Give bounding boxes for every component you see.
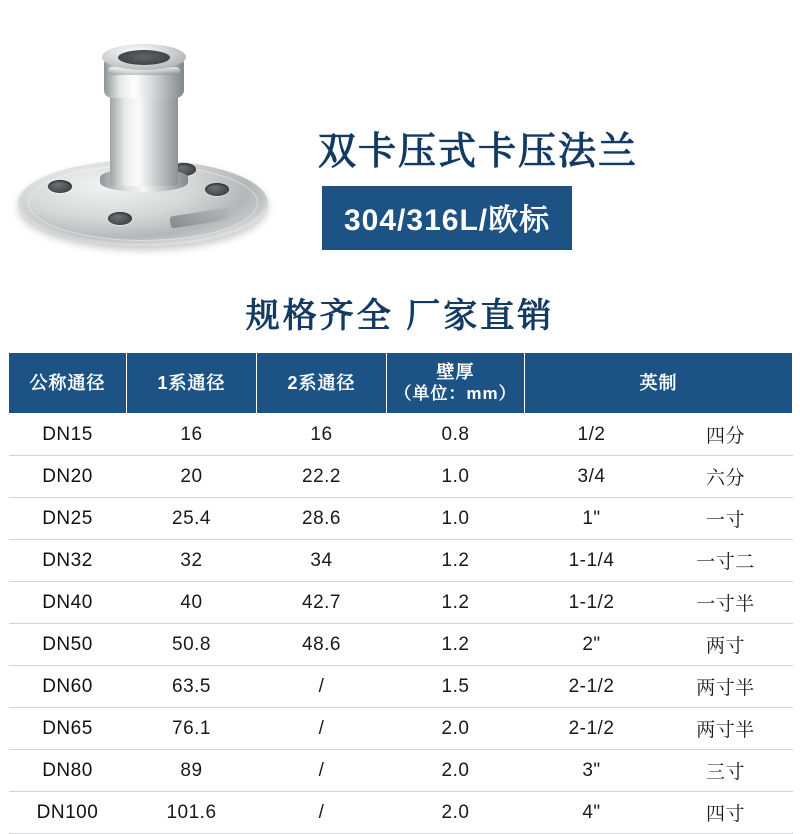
- cell-series2-diameter: 22.2: [257, 456, 387, 498]
- cell-wall-thickness: 1.2: [387, 540, 525, 582]
- wall-thickness-unit: （单位：mm）: [394, 383, 517, 403]
- cell-series2-diameter: /: [257, 708, 387, 750]
- column-header-nominal-diameter: 公称通径: [9, 353, 127, 414]
- marketing-subheading: 规格齐全 厂家直销: [245, 297, 555, 335]
- cell-series2-diameter: 48.6: [257, 624, 387, 666]
- cell-series1-diameter: 20: [127, 456, 257, 498]
- table-header: [9, 353, 793, 414]
- cell-series1-diameter: 25.4: [127, 498, 257, 540]
- cell-series2-diameter: 16: [257, 414, 387, 456]
- cell-series2-diameter: /: [257, 750, 387, 792]
- table-body: [9, 414, 793, 834]
- cell-series2-diameter: 28.6: [257, 498, 387, 540]
- cell-series1-diameter: 63.5: [127, 666, 257, 708]
- cell-chinese-size: 四寸: [659, 792, 793, 834]
- cell-nominal-diameter: DN25: [9, 498, 127, 540]
- cell-imperial: 2-1/2: [525, 666, 659, 708]
- specification-table: [8, 352, 793, 834]
- cell-nominal-diameter: DN80: [9, 750, 127, 792]
- cell-chinese-size: 四分: [659, 414, 793, 456]
- cell-imperial: 2": [525, 624, 659, 666]
- cell-wall-thickness: 1.5: [387, 666, 525, 708]
- cell-nominal-diameter: DN50: [9, 624, 127, 666]
- column-header-imperial: 英制: [525, 353, 793, 414]
- cell-nominal-diameter: DN15: [9, 414, 127, 456]
- wall-thickness-label: 壁厚: [436, 362, 475, 382]
- table-row: [9, 456, 793, 498]
- cell-imperial: 3/4: [525, 456, 659, 498]
- cell-chinese-size: 两寸半: [659, 666, 793, 708]
- cell-chinese-size: 一寸: [659, 498, 793, 540]
- cell-series2-diameter: 42.7: [257, 582, 387, 624]
- table-row: [9, 666, 793, 708]
- cell-series1-diameter: 50.8: [127, 624, 257, 666]
- cell-imperial: 4": [525, 792, 659, 834]
- cell-series1-diameter: 16: [127, 414, 257, 456]
- table-row: [9, 750, 793, 792]
- cell-series1-diameter: 76.1: [127, 708, 257, 750]
- cell-imperial: 2-1/2: [525, 708, 659, 750]
- cell-nominal-diameter: DN40: [9, 582, 127, 624]
- column-header-series2-diameter: 2系通径: [257, 353, 387, 414]
- table-row: [9, 708, 793, 750]
- cell-chinese-size: 一寸半: [659, 582, 793, 624]
- fitting-hub: [110, 86, 178, 186]
- table-header-row: [9, 353, 793, 414]
- cell-imperial: 1/2: [525, 414, 659, 456]
- table-row: [9, 792, 793, 834]
- cell-nominal-diameter: DN100: [9, 792, 127, 834]
- column-header-wall-thickness: [387, 353, 525, 414]
- cell-series1-diameter: 32: [127, 540, 257, 582]
- cell-chinese-size: 两寸: [659, 624, 793, 666]
- cell-wall-thickness: 1.0: [387, 498, 525, 540]
- material-standard-badge: 304/316L/欧标: [322, 186, 572, 250]
- cell-wall-thickness: 2.0: [387, 792, 525, 834]
- flange-bolt-hole: [205, 183, 229, 196]
- cell-wall-thickness: 1.2: [387, 624, 525, 666]
- cell-nominal-diameter: DN20: [9, 456, 127, 498]
- cell-wall-thickness: 1.2: [387, 582, 525, 624]
- table-row: [9, 582, 793, 624]
- table-row: [9, 624, 793, 666]
- table-row: [9, 498, 793, 540]
- cell-series1-diameter: 101.6: [127, 792, 257, 834]
- cell-imperial: 3": [525, 750, 659, 792]
- cell-chinese-size: 六分: [659, 456, 793, 498]
- cell-series2-diameter: /: [257, 792, 387, 834]
- cell-nominal-diameter: DN65: [9, 708, 127, 750]
- flange-bolt-hole: [108, 212, 132, 225]
- cell-imperial: 1-1/4: [525, 540, 659, 582]
- table-row: [9, 540, 793, 582]
- cell-chinese-size: 一寸二: [659, 540, 793, 582]
- cell-series2-diameter: 34: [257, 540, 387, 582]
- cell-nominal-diameter: DN60: [9, 666, 127, 708]
- cell-imperial: 1-1/2: [525, 582, 659, 624]
- cell-chinese-size: 两寸半: [659, 708, 793, 750]
- page-title: 双卡压式卡压法兰: [318, 131, 639, 173]
- product-photo: [0, 0, 300, 290]
- table-row: [9, 414, 793, 456]
- cell-wall-thickness: 1.0: [387, 456, 525, 498]
- cell-wall-thickness: 0.8: [387, 414, 525, 456]
- cell-series2-diameter: /: [257, 666, 387, 708]
- cell-wall-thickness: 2.0: [387, 708, 525, 750]
- hero-section: [0, 0, 800, 345]
- fitting-bore: [118, 50, 170, 65]
- cell-imperial: 1": [525, 498, 659, 540]
- cell-series1-diameter: 40: [127, 582, 257, 624]
- column-header-series1-diameter: 1系通径: [127, 353, 257, 414]
- cell-nominal-diameter: DN32: [9, 540, 127, 582]
- cell-series1-diameter: 89: [127, 750, 257, 792]
- flange-bolt-hole: [48, 180, 72, 193]
- cell-chinese-size: 三寸: [659, 750, 793, 792]
- cell-wall-thickness: 2.0: [387, 750, 525, 792]
